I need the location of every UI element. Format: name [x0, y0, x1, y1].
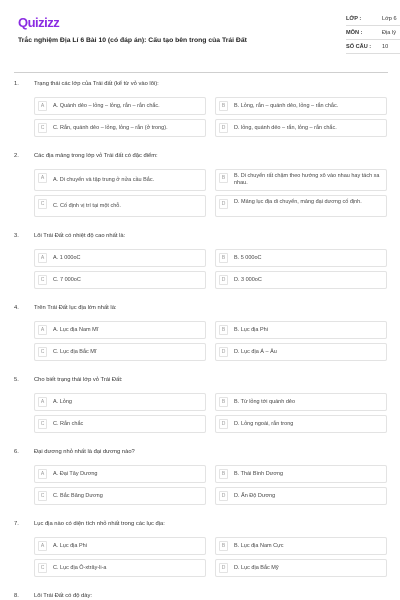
- option-text: D. Lục địa Á – Âu: [234, 349, 277, 355]
- option-text: B. Lục địa Phi: [234, 327, 268, 333]
- option-letter: A: [38, 253, 47, 263]
- option-text: C. Rắn chắc: [53, 421, 84, 427]
- question-number: 2.: [14, 153, 19, 159]
- option-a[interactable]: [34, 249, 206, 267]
- option-text: D. Ấn Độ Dương: [234, 493, 276, 499]
- option-text: B. Lục địa Nam Cực: [234, 543, 284, 549]
- option-d[interactable]: [215, 559, 387, 577]
- option-a[interactable]: [34, 537, 206, 555]
- option-text: C. 7 000oC: [53, 277, 81, 283]
- option-letter: C: [38, 491, 47, 501]
- option-text: C. Cố định vị trí tại một chỗ.: [53, 203, 121, 209]
- option-text: A. 1 000oC: [53, 255, 81, 261]
- option-b[interactable]: [215, 537, 387, 555]
- question-item: [0, 444, 400, 516]
- question-item: [0, 228, 400, 300]
- option-a[interactable]: [34, 393, 206, 411]
- question-text: Cho biết trạng thái lớp vỏ Trái Đất:: [34, 377, 123, 383]
- option-d[interactable]: [215, 119, 387, 137]
- question-number: 1.: [14, 81, 19, 87]
- question-number: 4.: [14, 305, 19, 311]
- option-c[interactable]: [34, 119, 206, 137]
- option-letter: C: [38, 123, 47, 133]
- option-a[interactable]: [34, 465, 206, 483]
- option-text: C. Rắn, quánh dẻo – lỏng, lỏng – rắn (ở trong).: [53, 125, 168, 131]
- option-letter: C: [38, 347, 47, 357]
- meta-count-value: 10: [382, 44, 389, 50]
- option-letter: B: [219, 173, 228, 183]
- option-letter: C: [38, 563, 47, 573]
- header-divider: [14, 72, 388, 73]
- option-letter: D: [219, 563, 228, 573]
- question-item: [0, 516, 400, 588]
- option-d[interactable]: [215, 271, 387, 289]
- option-b[interactable]: [215, 393, 387, 411]
- question-text: Đại dương nhỏ nhất là đại dương nào?: [34, 449, 135, 455]
- option-letter: A: [38, 397, 47, 407]
- question-item: [0, 148, 400, 228]
- option-letter: C: [38, 275, 47, 285]
- question-text: Trên Trái Đất lục địa lớn nhất là:: [34, 305, 117, 311]
- option-c[interactable]: [34, 343, 206, 361]
- question-text: Các địa mảng trong lớp vỏ Trái đất có đặc điểm:: [34, 153, 158, 159]
- worksheet-title: Trắc nghiệm Địa Lí 6 Bài 10 (có đáp án): Cấu tạo bên trong của Trái Đất: [18, 37, 247, 44]
- option-c[interactable]: [34, 415, 206, 433]
- option-text: A. Di chuyển và tập trung ở nửa cầu Bắc.: [53, 177, 155, 183]
- option-d[interactable]: [215, 487, 387, 505]
- meta-grade-label: LỚP :: [346, 16, 362, 22]
- option-text: A. Lục địa Phi: [53, 543, 87, 549]
- meta-count-label: SỐ CÂU :: [346, 44, 372, 50]
- question-item: [0, 372, 400, 444]
- meta-grade-value: Lớp 6: [382, 16, 397, 22]
- meta-subject-label: MÔN :: [346, 30, 363, 36]
- option-letter: B: [219, 325, 228, 335]
- option-letter: A: [38, 325, 47, 335]
- meta-subject: [334, 26, 400, 40]
- option-d[interactable]: [215, 415, 387, 433]
- option-letter: B: [219, 101, 228, 111]
- option-text: B. Thái Bình Dương: [234, 471, 284, 477]
- option-a[interactable]: [34, 97, 206, 115]
- option-letter: D: [219, 491, 228, 501]
- option-text: A. Lỏng: [53, 399, 72, 405]
- question-text: Lục địa nào có diện tích nhỏ nhất trong các lục địa:: [34, 521, 165, 527]
- option-a[interactable]: [34, 321, 206, 339]
- option-text: B. Di chuyển rất chậm theo hướng xô vào nhau hay tách xa nhau.: [234, 173, 380, 186]
- option-b[interactable]: [215, 465, 387, 483]
- option-letter: A: [38, 101, 47, 111]
- question-text: Trạng thái các lớp của Trái đất (kể từ vỏ vào lõi):: [34, 81, 159, 87]
- option-letter: C: [38, 199, 47, 209]
- option-text: B. Lỏng, rắn – quánh dẻo, lỏng – rắn chắc.: [234, 103, 339, 109]
- option-c[interactable]: [34, 487, 206, 505]
- question-list: [0, 76, 400, 600]
- meta-grade: [334, 12, 400, 26]
- option-letter: B: [219, 541, 228, 551]
- worksheet-meta: [334, 12, 400, 54]
- question-text: Lõi Trái Đất có nhiệt độ cao nhất là:: [34, 233, 126, 239]
- question-item: [0, 300, 400, 372]
- option-text: B. Từ lỏng tới quánh dẻo: [234, 399, 296, 405]
- option-d[interactable]: [215, 343, 387, 361]
- option-text: C. Lục địa Ô-xtrây-li-a: [53, 565, 107, 571]
- question-number: 7.: [14, 521, 19, 527]
- option-b[interactable]: [215, 321, 387, 339]
- option-letter: B: [219, 253, 228, 263]
- option-letter: A: [38, 173, 47, 183]
- option-text: D. Lỏng ngoài, rắn trong: [234, 421, 294, 427]
- option-a[interactable]: [34, 169, 206, 191]
- meta-count: [334, 40, 400, 54]
- option-b[interactable]: [215, 249, 387, 267]
- option-text: A. Quánh dẻo – lỏng – lỏng, rắn – rắn chắc.: [53, 103, 160, 109]
- meta-subject-value: Địa lý: [382, 30, 396, 36]
- quizizz-logo: Quizizz: [18, 15, 60, 30]
- option-text: D. 3 000oC: [234, 277, 262, 283]
- question-number: 6.: [14, 449, 19, 455]
- option-text: C. Bắc Băng Dương: [53, 493, 103, 499]
- option-letter: B: [219, 469, 228, 479]
- option-text: D. lỏng, quánh dẻo – rắn, lỏng – rắn chắc.: [234, 125, 337, 131]
- option-letter: A: [38, 469, 47, 479]
- option-text: A. Lục địa Nam Mĩ: [53, 327, 99, 333]
- question-number: 8.: [14, 593, 19, 599]
- option-text: D. Lục địa Bắc Mỹ: [234, 565, 279, 571]
- option-text: D. Mảng lục địa di chuyển, mảng đại dương cố định.: [234, 199, 362, 205]
- option-c[interactable]: [34, 559, 206, 577]
- option-letter: D: [219, 419, 228, 429]
- option-d[interactable]: [215, 195, 387, 217]
- option-letter: D: [219, 123, 228, 133]
- worksheet-header: [14, 12, 397, 70]
- option-letter: B: [219, 397, 228, 407]
- option-letter: D: [219, 347, 228, 357]
- option-c[interactable]: [34, 195, 206, 217]
- option-text: C. Lục địa Bắc Mĩ: [53, 349, 97, 355]
- option-c[interactable]: [34, 271, 206, 289]
- option-text: B. 5 000oC: [234, 255, 262, 261]
- option-letter: D: [219, 275, 228, 285]
- question-item: [0, 588, 400, 600]
- option-text: A. Đại Tây Dương: [53, 471, 98, 477]
- option-letter: D: [219, 199, 228, 209]
- option-b[interactable]: [215, 169, 387, 191]
- question-number: 3.: [14, 233, 19, 239]
- meta-divider: [346, 53, 400, 54]
- option-letter: C: [38, 419, 47, 429]
- question-text: Lõi Trái Đất có độ dày:: [34, 593, 92, 599]
- question-number: 5.: [14, 377, 19, 383]
- option-b[interactable]: [215, 97, 387, 115]
- question-item: [0, 76, 400, 148]
- option-letter: A: [38, 541, 47, 551]
